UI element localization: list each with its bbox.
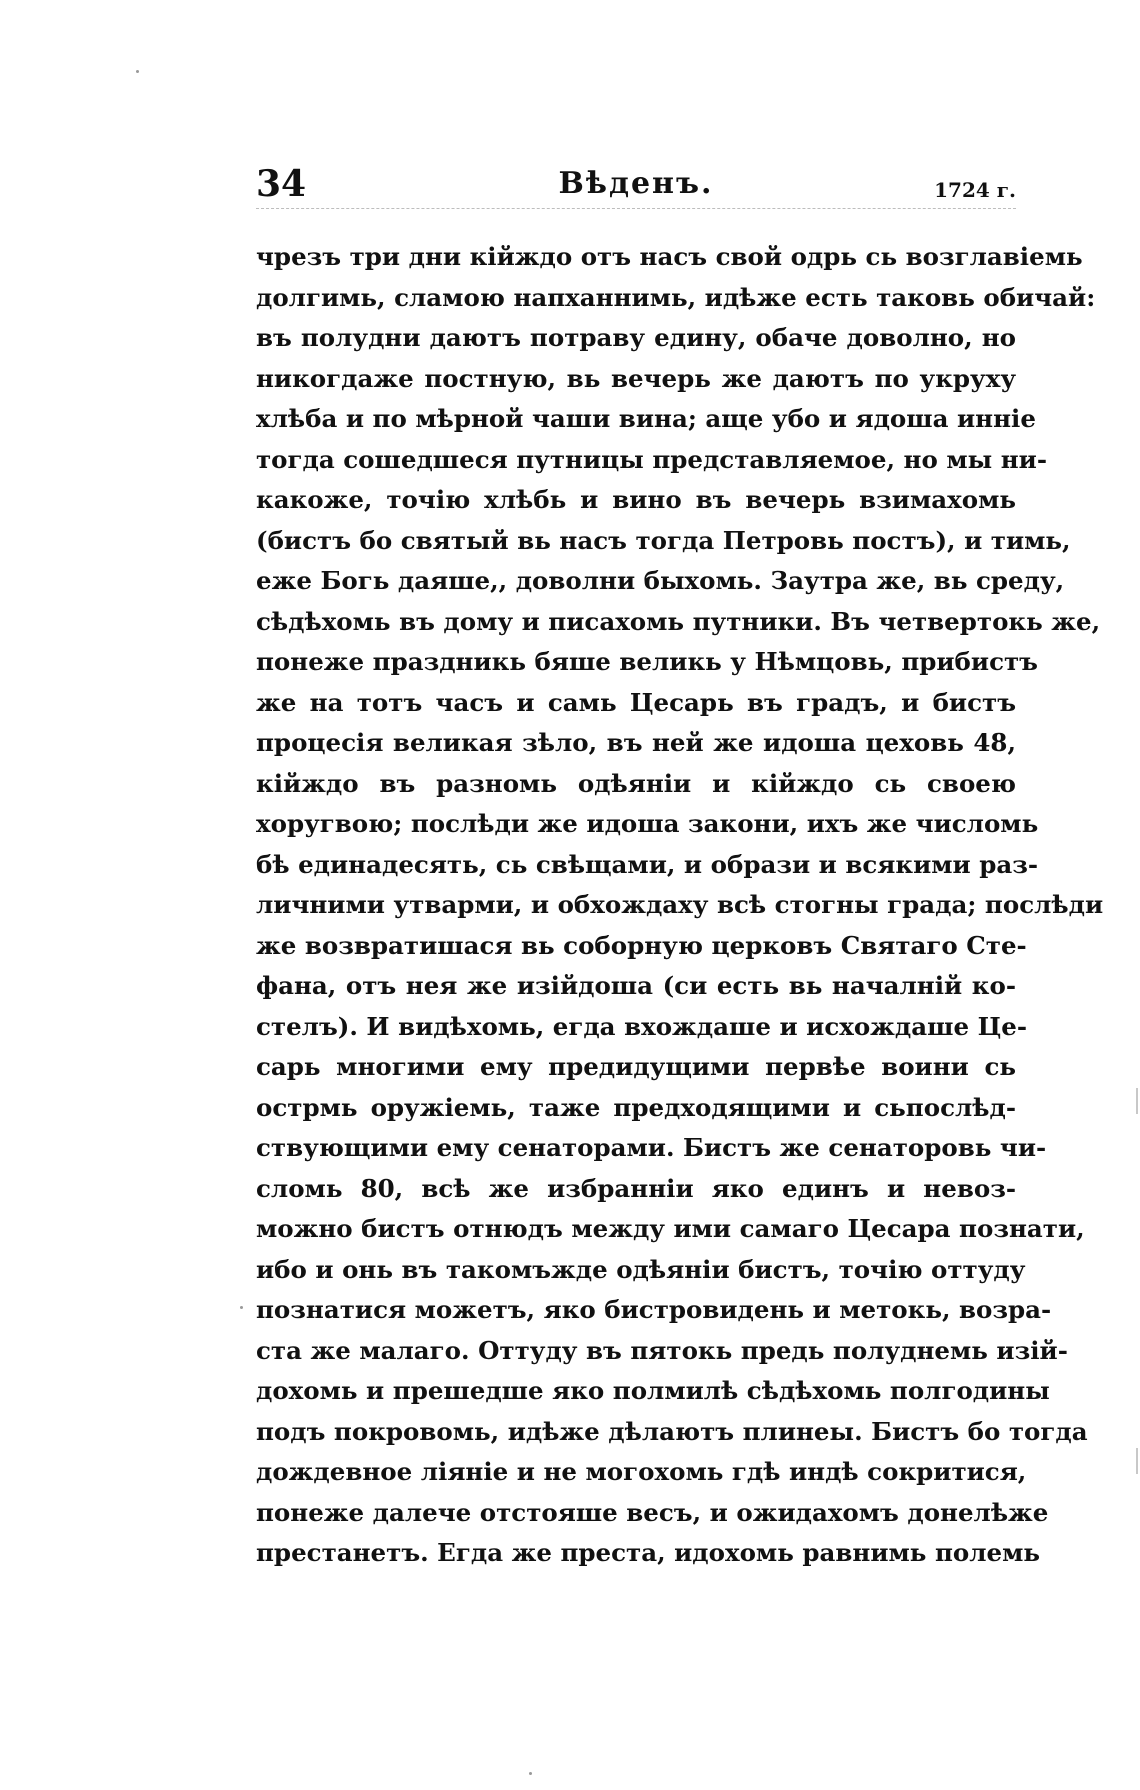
text-line: подъ покровомь, идѣже дѣлаютъ плинеы. Бистъ бо тогда [256,1416,1088,1446]
text-line: же возвратишася вь соборную церковъ Святаго Сте- [256,930,1027,960]
text-line: можно бистъ отнюдъ между ими самаго Цесара познати, [256,1214,1085,1243]
body-text [256,237,1104,1574]
text-line: чрезъ три дни кійждо отъ насъ свой одрь сь возглавіемь [256,242,1083,271]
scan-speck [136,70,139,73]
text-line: долгимь, сламою напханнимь, идѣже есть таковь обичай: [256,282,1096,312]
text-line: ста же малаго. Оттуду въ пятокь предь полуднемь изій- [256,1335,1068,1365]
text-line: дождевное ліяніе и не могохомь гдѣ индѣ сокритися, [256,1457,1027,1486]
running-title: Вѣденъ. [558,166,714,201]
text-line: сломь 80, всѣ же избранніи яко единъ и невоз- [256,1173,1016,1203]
text-line: престанетъ. Егда же преста, идохомь равнимь полемь [256,1538,1040,1567]
text-line: тогда сошедшеся путницы представляемое, но мы ни- [256,444,1047,474]
text-line: ибо и онь въ такомъжде одѣяніи бистъ, точію оттуду [256,1254,1026,1284]
text-line: дохомь и прешедше яко полмилѣ сѣдѣхомь полгодины [256,1376,1050,1405]
text-line: сарь многими ему предидущими первѣе воини сь [256,1052,1016,1081]
text-line: же на тотъ часъ и самь Цесарь въ градъ, и бистъ [256,687,1016,717]
scan-edge-mark [1136,1448,1138,1474]
text-line: познатися можетъ, яко бистровидень и метокь, возра- [256,1295,1052,1324]
text-line: въ полудни даютъ потраву едину, обаче доволно, но [256,323,1016,352]
text-line: бѣ единадесять, сь свѣщами, и образи и всякими раз- [256,849,1039,879]
text-line: личними утварми, и обхождаху всѣ стогны града; послѣди [256,890,1104,919]
text-line: хоругвою; послѣди же идоша закони, ихъ же числомь [256,809,1039,838]
text-line: еже Богь даяше,, доволни быхомь. Заутра же, вь среду, [256,566,1065,595]
text-line: ствующими ему сенаторами. Бистъ же сенаторовь чи- [256,1133,1047,1162]
text-line: (бистъ бо святый вь насъ тогда Петровь постъ), и тимь, [256,525,1071,555]
scan-speck [240,1306,243,1309]
text-line: стелъ). И видѣхомь, егда вхождаше и исхождаше Це- [256,1011,1028,1041]
text-line: острмь оружіемь, таже предходящими и сьпослѣд- [256,1092,1016,1122]
text-line: кійждо въ разномь одѣяніи и кійждо сь своею [256,768,1016,798]
text-line: сѣдѣхомь въ дому и писахомь путники. Въ четвертокь же, [256,606,1101,636]
text-line: фана, отъ нея же изійдоша (си есть вь началній ко- [256,971,1016,1000]
text-line: процесія великая зѣло, въ ней же идоша цеховь 48, [256,728,1016,757]
scan-edge-mark [1136,1088,1138,1114]
page-number: 34 [256,163,307,205]
scan-speck [529,1772,532,1775]
text-line: понеже праздникь бяше великь у Нѣмцовь, прибистъ [256,647,1038,676]
header-year: 1724 г. [934,178,1016,202]
text-line: какоже, точію хлѣбь и вино въ вечерь взимахомь [256,485,1016,514]
text-line: понеже далече отстояше весъ, и ожидахомъ донелѣже [256,1497,1049,1527]
page-header [256,162,1016,208]
header-rule [256,208,1016,209]
text-line: никогдаже постную, вь вечерь же даютъ по укруху [256,363,1016,393]
text-line: хлѣба и по мѣрной чаши вина; аще убо и ядоша инніе [256,404,1036,433]
